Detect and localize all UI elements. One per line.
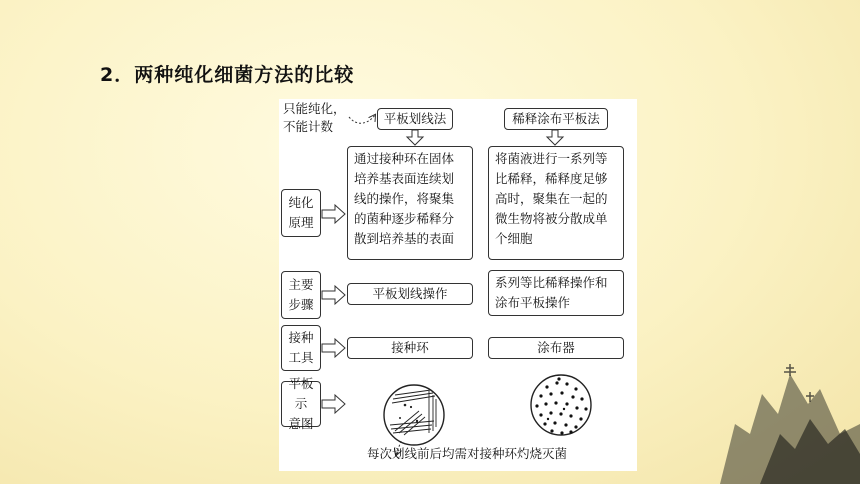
spread-plate-drawing	[531, 375, 591, 435]
principle-streak: 通过接种环在固体培养基表面连续划线的操作，将聚集的菌种逐步稀释分散到培养基的表面	[347, 146, 473, 260]
slide-heading: 2．两种纯化细菌方法的比较	[100, 64, 355, 86]
steps-spread: 系列等比稀释操作和涂布平板操作	[488, 270, 624, 316]
note-dotted-pointer	[349, 115, 375, 123]
right-arrow-row2	[322, 286, 345, 304]
method-spread-plate: 稀释涂布平板法	[504, 108, 608, 130]
method-streak-plate: 平板划线法	[377, 108, 453, 130]
note-purify-only: 只能纯化， 不能计数	[283, 101, 346, 134]
row-label-tools: 接种 工具	[281, 325, 321, 371]
tool-spread: 涂布器	[488, 337, 624, 359]
row-label-plate-diagram: 平板示 意图	[281, 381, 321, 427]
principle-spread: 将菌液进行一系列等比稀释，稀释度足够高时，聚集在一起的微生物将被分散成单个细胞	[488, 146, 624, 260]
right-arrow-row4	[322, 395, 345, 413]
down-arrow-right	[547, 130, 563, 145]
comparison-diagram	[279, 99, 637, 471]
tool-streak: 接种环	[347, 337, 473, 359]
steps-streak: 平板划线操作	[347, 283, 473, 305]
down-arrow-left	[407, 130, 423, 145]
right-arrow-row1	[322, 205, 345, 223]
mountain-painting-decoration	[690, 284, 860, 484]
note-sterilize-loop: 每次划线前后均需对接种环灼烧灭菌	[367, 446, 568, 461]
row-label-steps: 主要 步骤	[281, 271, 321, 319]
row-label-principle: 纯化 原理	[281, 189, 321, 237]
right-arrow-row3	[322, 339, 345, 357]
